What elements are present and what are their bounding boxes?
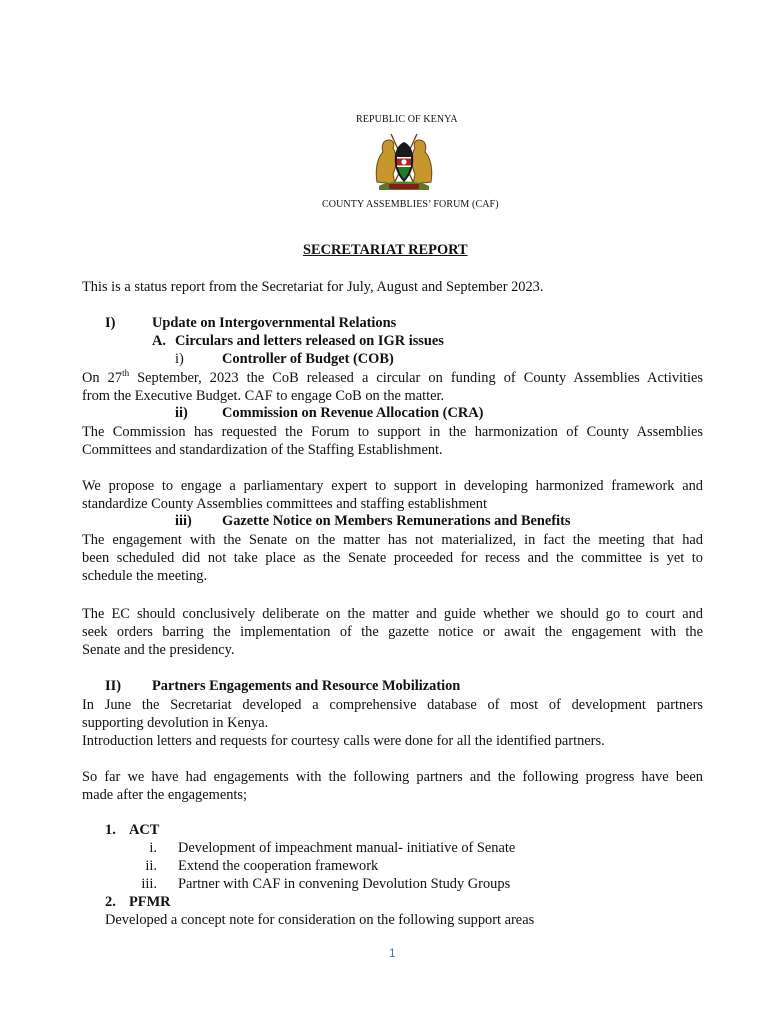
gazette-paragraph-line-3: schedule the meeting.: [82, 568, 208, 584]
engagements-paragraph-line-2: made after the engagements;: [82, 787, 248, 803]
subsection-a-number: A.: [152, 333, 166, 349]
section-1-heading: Update on Intergovernmental Relations: [152, 315, 397, 331]
ec-paragraph-line-1: The EC should conclusively deliberate on the matter and guide whether we should go to court and: [82, 606, 703, 622]
act-item-2-text: Extend the cooperation framework: [178, 858, 379, 874]
ec-paragraph-line-3: Senate and the presidency.: [82, 642, 235, 658]
organization-name: COUNTY ASSEMBLIES’ FORUM (CAF): [322, 199, 499, 210]
section-2-number: II): [105, 678, 121, 694]
act-item-3-text: Partner with CAF in convening Devolution Study Groups: [178, 876, 511, 892]
ec-paragraph-line-2: seek orders barring the implementation of the gazette notice or await the engagement with the: [82, 624, 703, 640]
item-iii-number: iii): [175, 513, 192, 529]
partner-1-number: 1.: [105, 822, 116, 838]
engagements-paragraph-line-1: So far we have had engagements with the following partners and the following progress have been: [82, 769, 703, 785]
section-1-number: I): [105, 315, 116, 331]
item-ii-heading: Commission on Revenue Allocation (CRA): [222, 405, 484, 421]
partner-1-name: ACT: [129, 822, 160, 838]
partner-2-number: 2.: [105, 894, 116, 910]
partners-paragraph-line-2: supporting devolution in Kenya.: [82, 715, 269, 731]
partners-paragraph-line-3: Introduction letters and requests for courtesy calls were done for all the identified partners.: [82, 733, 605, 749]
coat-of-arms-emblem: [371, 130, 437, 192]
proposal-paragraph-line-1: We propose to engage a parliamentary expert to support in developing harmonized framework and: [82, 478, 703, 494]
report-title: SECRETARIAT REPORT: [303, 242, 468, 258]
section-2-heading: Partners Engagements and Resource Mobilization: [152, 678, 461, 694]
act-item-2-number: ii.: [145, 858, 157, 874]
partner-2-name: PFMR: [129, 894, 171, 910]
item-i-number: i): [175, 351, 184, 367]
item-iii-heading: Gazette Notice on Members Remunerations and Benefits: [222, 513, 571, 529]
country-name: REPUBLIC OF KENYA: [356, 114, 458, 125]
act-item-3-number: iii.: [141, 876, 157, 892]
pfmr-note: Developed a concept note for consideration on the following support areas: [105, 912, 535, 928]
proposal-paragraph-line-2: standardize County Assemblies committees and staffing establishment: [82, 496, 487, 512]
intro-paragraph: This is a status report from the Secretariat for July, August and September 2023.: [82, 279, 544, 295]
page-number: 1: [389, 946, 396, 960]
act-item-1-number: i.: [149, 840, 157, 856]
cob-paragraph-line-1: On 27th September, 2023 the CoB released a circular on funding of County Assemblies Activities: [82, 368, 704, 386]
cra-paragraph-line-1: The Commission has requested the Forum to support in the harmonization of County Assemblies: [82, 424, 703, 440]
gazette-paragraph-line-1: The engagement with the Senate on the matter has not materialized, in fact the meeting that had: [82, 532, 703, 548]
subsection-a-heading: Circulars and letters released on IGR issues: [175, 333, 444, 349]
cra-paragraph-line-2: Committees and standardization of the Staffing Establishment.: [82, 442, 443, 458]
item-ii-number: ii): [175, 405, 188, 421]
act-item-1-text: Development of impeachment manual- initiative of Senate: [178, 840, 516, 856]
gazette-paragraph-line-2: been scheduled did not take place as the Senate proceeded for recess and the committee is yet to: [82, 550, 703, 566]
partners-paragraph-line-1: In June the Secretariat developed a comprehensive database of most of development partners: [82, 697, 703, 713]
cob-paragraph-line-2: from the Executive Budget. CAF to engage CoB on the matter.: [82, 388, 445, 404]
item-i-heading: Controller of Budget (COB): [222, 351, 394, 367]
